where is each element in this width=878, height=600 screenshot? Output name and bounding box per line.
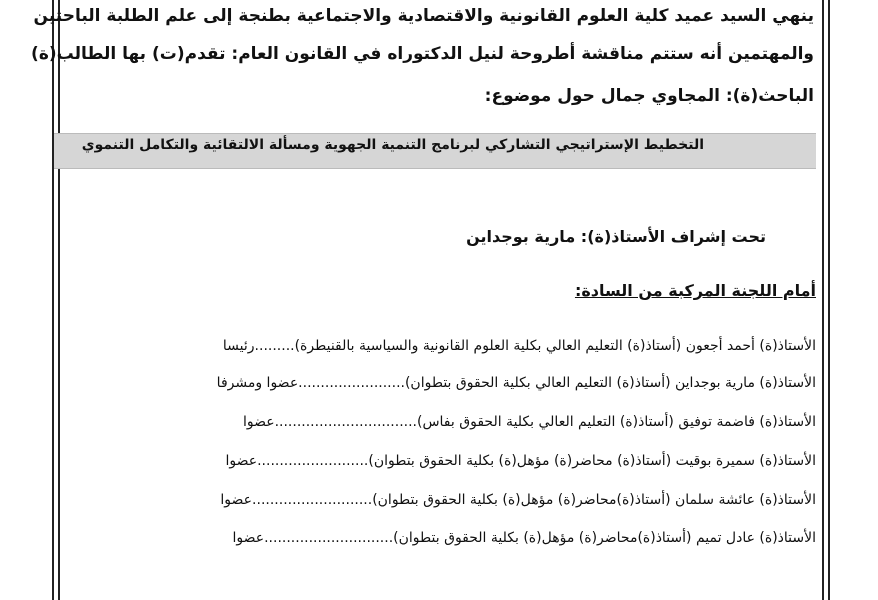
committee-member: الأستاذ(ة) عادل تميم (أستاذ(ة)محاضر(ة) مؤهل(ة) بكلية الحقوق بتطوان).............................عضوا — [232, 530, 816, 546]
supervisor-line: تحت إشراف الأستاذ(ة): مارية بوجداين — [466, 227, 766, 246]
intro-line-1: ينهي السيد عميد كلية العلوم القانونية والاقتصادية والاجتماعية بطنجة إلى علم الطلبة الباحثين — [33, 6, 814, 26]
thesis-topic: التخطيط الإستراتيجي التشاركي لبرنامج التنمية الجهوية ومسألة الالتقائية والتكامل التنموي — [81, 137, 704, 153]
committee-member: الأستاذ(ة) مارية بوجداين (أستاذ(ة) التعليم العالي بكلية الحقوق بتطوان)........................عضوا ومشرفا — [216, 375, 816, 391]
intro-line-2: والمهتمين أنه ستتم مناقشة أطروحة لنيل الدكتوراه في القانون العام: تقدم(ت) بها الطالب(ة) — [31, 44, 814, 64]
left-double-border — [52, 0, 60, 600]
committee-member: الأستاذ(ة) أحمد أجعون (أستاذ(ة) التعليم العالي بكلية العلوم القانونية والسياسية بالقنيطرة).........رئيسا — [222, 338, 816, 354]
committee-member: الأستاذ(ة) فاضمة توفيق (أستاذ(ة) التعليم العالي بكلية الحقوق بفاس)................................عضوا — [242, 414, 816, 430]
right-double-border — [822, 0, 830, 600]
committee-member: الأستاذ(ة) عائشة سلمان (أستاذ(ة)محاضر(ة) مؤهل(ة) بكلية الحقوق بتطوان)...........................عضوا — [220, 492, 816, 508]
committee-member: الأستاذ(ة) سميرة بوقيت (أستاذ(ة) محاضر(ة) مؤهل(ة) بكلية الحقوق بتطوان).........................عضوا — [225, 453, 816, 469]
announcement-body — [31, 0, 816, 600]
committee-heading: أمام اللجنة المركبة من السادة: — [574, 281, 816, 300]
intro-line-3: الباحث(ة): المجاوي جمال حول موضوع: — [484, 86, 814, 106]
